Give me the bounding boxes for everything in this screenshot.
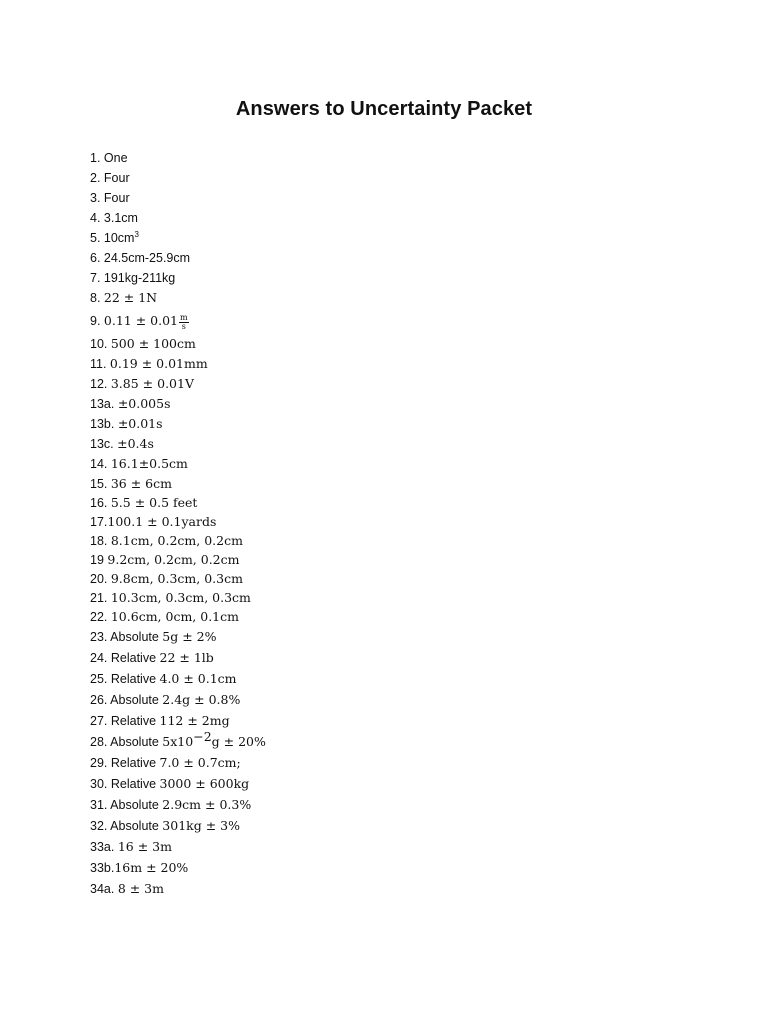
answer-math: 22 ± 1lb [159,650,214,665]
answer-text: One [103,151,128,165]
answer-number: 20. [90,572,111,586]
answer-item [90,794,266,815]
answer-number: 13b. [90,417,118,431]
answer-math: 500 ± 100cm [110,336,196,351]
answer-math: 22 ± 1N [103,290,158,305]
answer-item [90,228,266,248]
answer-text: Relative [110,672,160,686]
answer-item [90,878,266,899]
answer-math: 10.3cm, 0.3cm, 0.3cm [110,590,251,605]
answer-math: 5x10 [162,734,194,749]
answer-number: 6. [90,251,104,265]
answer-math: 8 ± 3m [117,881,164,896]
answer-math: ±0.4s [117,436,154,451]
answer-number: 10. [90,337,111,351]
answer-item [90,773,266,794]
answer-number: 34a. [90,882,118,896]
answer-number: 29. [90,756,111,770]
answer-item [90,188,266,208]
answer-text: Four [103,171,130,185]
answer-number: 11. [90,357,110,371]
answer-item [90,857,266,878]
answer-number: 18. [90,534,111,548]
answer-number: 24. [90,651,111,665]
answer-text: Absolute [110,735,163,749]
answer-number: 4. [90,211,104,225]
answer-item [90,374,266,394]
answer-math: 5.5 ± 0.5 feet [110,495,198,510]
answer-text: Relative [110,756,160,770]
answer-number: 1. [90,151,104,165]
answer-math: ±0.005s [117,396,171,411]
answer-item [90,148,266,168]
answer-math: 301kg ± 3% [162,818,240,833]
answer-math: 3.85 ± 0.01V [110,376,194,391]
answer-text: Relative [110,714,160,728]
answer-number: 23. [90,630,111,644]
answer-math-suffix: g ± 20% [211,734,266,749]
answer-number: 13a. [90,397,118,411]
answer-number: 3. [90,191,104,205]
answer-item [90,550,266,569]
answer-number: 33b. [90,861,115,875]
answer-number: 14. [90,457,111,471]
answer-exponent: −2 [193,729,212,744]
answer-text: 10cm [103,231,135,245]
answer-math: 16.1±0.5cm [110,456,188,471]
answer-math: 16m ± 20% [114,860,189,875]
answer-item [90,710,266,731]
answer-item [90,512,266,531]
answer-text: Absolute [110,630,163,644]
answer-math: 0.11 ± 0.01 [103,313,178,328]
answer-number: 16. [90,496,111,510]
answer-math: ±0.01s [117,416,163,431]
answer-item [90,334,266,354]
answer-math: 2.9cm ± 0.3% [162,797,252,812]
answer-item [90,647,266,668]
page-title: Answers to Uncertainty Packet [235,98,533,120]
answer-text: Relative [110,651,160,665]
answer-item [90,626,266,647]
answer-math: 9.2cm, 0.2cm, 0.2cm [107,552,240,567]
answer-item [90,434,266,454]
answer-item [90,689,266,710]
answer-number: 2. [90,171,104,185]
answer-number: 27. [90,714,111,728]
answer-text: 24.5cm-25.9cm [103,251,191,265]
answer-list [90,148,266,899]
answer-text: Four [103,191,130,205]
answer-math: 7.0 ± 0.7cm; [159,755,241,770]
answer-item [90,815,266,836]
answer-item [90,454,266,474]
answer-text: 191kg-211kg [103,271,176,285]
answer-text: Absolute [110,798,163,812]
answer-item [90,493,266,512]
unit-fraction [179,314,189,331]
answer-number: 32. [90,819,111,833]
answer-item [90,569,266,588]
answer-number: 26. [90,693,111,707]
answer-item [90,354,266,374]
answer-math: 8.1cm, 0.2cm, 0.2cm [110,533,243,548]
answer-text: Absolute [110,693,163,707]
answer-number: 5. [90,231,104,245]
answer-item [90,731,266,752]
answer-math: 5g ± 2% [162,629,217,644]
answer-text: Absolute [110,819,163,833]
answer-item [90,752,266,773]
answer-number: 21. [90,591,111,605]
answer-item [90,248,266,268]
answer-math: 16 ± 3m [117,839,172,854]
fraction-denominator: s [181,321,186,331]
fraction-numerator: m [180,312,188,322]
answer-math: 4.0 ± 0.1cm [159,671,237,686]
answer-item [90,288,266,308]
answer-number: 9. [90,314,104,328]
answer-number: 17. [90,515,108,529]
answer-number: 22. [90,610,111,624]
answer-item [90,474,266,493]
answer-number: 33a. [90,840,118,854]
answer-text: 3.1cm [103,211,138,225]
answer-math: 36 ± 6cm [110,476,172,491]
answer-number: 28. [90,735,111,749]
answer-text: Relative [110,777,160,791]
answer-item [90,836,266,857]
answer-math: 3000 ± 600kg [159,776,250,791]
answer-number: 19 [90,553,108,567]
answer-number: 12. [90,377,111,391]
answer-item [90,168,266,188]
answer-number: 31. [90,798,111,812]
answer-number: 25. [90,672,111,686]
answer-item [90,668,266,689]
answer-math: 10.6cm, 0cm, 0.1cm [110,609,239,624]
answer-math: 9.8cm, 0.3cm, 0.3cm [110,571,243,586]
answer-item [90,268,266,288]
answer-number: 8. [90,291,104,305]
answer-math: 0.19 ± 0.01mm [109,356,208,371]
answer-item [90,208,266,228]
answer-item [90,414,266,434]
answer-item [90,308,266,334]
answer-math: 100.1 ± 0.1yards [107,514,217,529]
answer-superscript: 3 [134,230,139,239]
answer-number: 13c. [90,437,118,451]
answer-item [90,394,266,414]
answer-item [90,531,266,550]
answer-number: 15. [90,477,111,491]
answer-math: 2.4g ± 0.8% [162,692,241,707]
answer-math: 112 ± 2mg [159,713,230,728]
answer-item [90,607,266,626]
answer-item [90,588,266,607]
answer-number: 30. [90,777,111,791]
answer-number: 7. [90,271,104,285]
